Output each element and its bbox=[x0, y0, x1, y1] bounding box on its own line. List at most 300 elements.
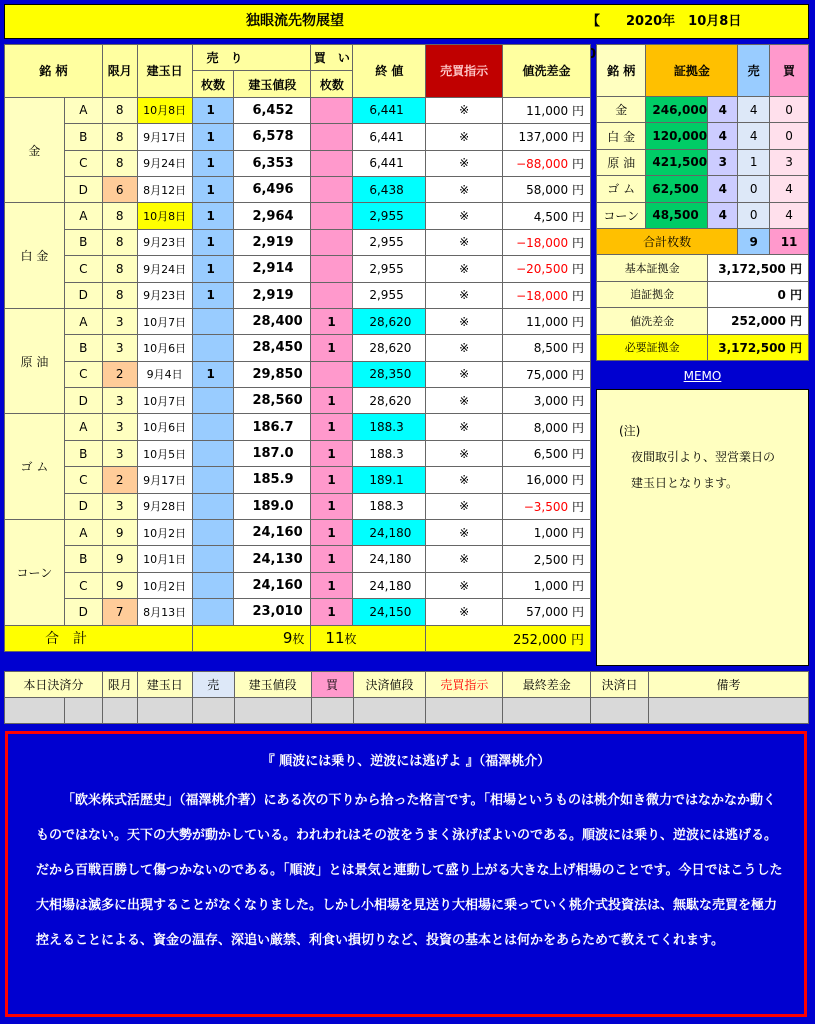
close-price: 28,620 bbox=[353, 308, 426, 334]
contract-month: 8 bbox=[102, 97, 137, 123]
side-total-row bbox=[597, 228, 809, 254]
open-date: 9月17日 bbox=[137, 124, 192, 150]
diff-value: 137,000 bbox=[518, 130, 569, 145]
open-date: 9月4日 bbox=[137, 361, 192, 387]
margin-amount: 48,500 bbox=[646, 202, 708, 228]
open-date: 8月12日 bbox=[137, 176, 192, 202]
contract-month: 6 bbox=[102, 176, 137, 202]
valuation-diff bbox=[503, 176, 591, 202]
open-price: 2,964 bbox=[234, 203, 311, 229]
margin-count: 4 bbox=[708, 176, 738, 202]
contract-month: 8 bbox=[102, 150, 137, 176]
kihon-value bbox=[708, 255, 809, 281]
nearai-amount: 252,000 bbox=[731, 314, 786, 329]
commodity-name: コーン bbox=[5, 520, 65, 626]
hitsuyo-row bbox=[597, 334, 809, 360]
sub-code: B bbox=[64, 124, 102, 150]
open-date: 8月13日 bbox=[137, 599, 192, 625]
sub-code: B bbox=[64, 335, 102, 361]
settlement-col-header: 決済日 bbox=[591, 672, 649, 698]
title-bar bbox=[4, 4, 809, 39]
margin-sell: 0 bbox=[738, 202, 770, 228]
settle-cell[interactable] bbox=[234, 698, 311, 724]
total-sell-unit: 枚 bbox=[292, 632, 305, 647]
open-date: 9月23日 bbox=[137, 282, 192, 308]
settle-cell[interactable] bbox=[426, 698, 503, 724]
hdr-gengetsu: 限月 bbox=[102, 45, 137, 98]
open-date: 9月24日 bbox=[137, 256, 192, 282]
sub-code: D bbox=[64, 176, 102, 202]
tsui-row bbox=[597, 281, 809, 307]
contract-month: 2 bbox=[102, 361, 137, 387]
settle-cell[interactable] bbox=[102, 698, 137, 724]
settlement-col-header: 建玉日 bbox=[137, 672, 192, 698]
hdr-meigara: 銘 柄 bbox=[5, 45, 103, 98]
buy-count: 1 bbox=[311, 546, 353, 572]
tsui-amount: 0 bbox=[777, 287, 786, 302]
memo-box bbox=[596, 389, 809, 666]
margin-table bbox=[596, 44, 809, 361]
margin-row bbox=[597, 149, 809, 175]
contract-month: 7 bbox=[102, 599, 137, 625]
commodity-name: 原 油 bbox=[5, 308, 65, 414]
hitsuyo-yen: 円 bbox=[789, 340, 802, 355]
settle-cell[interactable] bbox=[5, 698, 65, 724]
margin-sell: 4 bbox=[738, 123, 770, 149]
settle-cell[interactable] bbox=[64, 698, 102, 724]
sell-count bbox=[192, 572, 234, 598]
open-price: 28,450 bbox=[234, 335, 311, 361]
order-mark: ※ bbox=[426, 520, 503, 546]
side-hdr-buy: 買 bbox=[770, 45, 809, 97]
hdr-tateday: 建玉日 bbox=[137, 45, 192, 98]
diff-value: −18,000 bbox=[516, 235, 569, 250]
memo-line-2: 夜間取引より、翌営業日の bbox=[631, 450, 776, 464]
close-price: 24,150 bbox=[353, 599, 426, 625]
settlement-input-row bbox=[5, 698, 809, 724]
close-price: 6,441 bbox=[353, 150, 426, 176]
sell-count: 1 bbox=[192, 361, 234, 387]
buy-count: 1 bbox=[311, 572, 353, 598]
sell-count: 1 bbox=[192, 203, 234, 229]
diff-yen: 円 bbox=[571, 235, 584, 250]
sell-count bbox=[192, 520, 234, 546]
diff-value: 2,500 bbox=[533, 552, 569, 567]
nearai-value bbox=[708, 308, 809, 334]
margin-amount: 421,500 bbox=[646, 149, 708, 175]
close-price: 188.3 bbox=[353, 440, 426, 466]
order-mark: ※ bbox=[426, 308, 503, 334]
positions-table bbox=[4, 44, 591, 652]
close-price: 28,620 bbox=[353, 335, 426, 361]
valuation-diff bbox=[503, 229, 591, 255]
position-row bbox=[5, 176, 591, 202]
margin-sell: 1 bbox=[738, 149, 770, 175]
position-row bbox=[5, 572, 591, 598]
contract-month: 8 bbox=[102, 229, 137, 255]
margin-row bbox=[597, 202, 809, 228]
total-label: 合 計 bbox=[5, 625, 193, 651]
margin-count: 3 bbox=[708, 149, 738, 175]
diff-value: 6,500 bbox=[533, 447, 569, 462]
sub-code: A bbox=[64, 414, 102, 440]
sub-code: C bbox=[64, 150, 102, 176]
open-price: 185.9 bbox=[234, 467, 311, 493]
sell-count bbox=[192, 546, 234, 572]
sell-count bbox=[192, 388, 234, 414]
settlement-col-header: 売買指示 bbox=[426, 672, 503, 698]
open-price: 23,010 bbox=[234, 599, 311, 625]
margin-sell: 0 bbox=[738, 176, 770, 202]
sub-code: D bbox=[64, 599, 102, 625]
page-title: 独眼流先物展望 bbox=[246, 13, 344, 29]
close-price: 2,955 bbox=[353, 229, 426, 255]
open-price: 24,160 bbox=[234, 520, 311, 546]
open-date: 10月5日 bbox=[137, 440, 192, 466]
buy-count bbox=[311, 229, 353, 255]
diff-value: 11,000 bbox=[526, 315, 569, 330]
memo-line-1: (注) bbox=[619, 424, 641, 438]
sell-count: 1 bbox=[192, 229, 234, 255]
open-price: 6,496 bbox=[234, 176, 311, 202]
sub-code: C bbox=[64, 467, 102, 493]
sell-count bbox=[192, 467, 234, 493]
open-date: 9月28日 bbox=[137, 493, 192, 519]
order-mark: ※ bbox=[426, 282, 503, 308]
buy-count: 1 bbox=[311, 308, 353, 334]
nearai-row bbox=[597, 308, 809, 334]
position-row bbox=[5, 493, 591, 519]
diff-yen: 円 bbox=[571, 499, 584, 514]
position-row bbox=[5, 440, 591, 466]
sub-code: A bbox=[64, 520, 102, 546]
position-row bbox=[5, 335, 591, 361]
diff-yen: 円 bbox=[571, 341, 584, 356]
margin-buy: 3 bbox=[770, 149, 809, 175]
diff-value: −3,500 bbox=[523, 499, 569, 514]
settle-cell[interactable] bbox=[137, 698, 192, 724]
settle-cell[interactable] bbox=[649, 698, 809, 724]
total-buy bbox=[311, 625, 426, 651]
open-date: 10月7日 bbox=[137, 308, 192, 334]
sub-code: C bbox=[64, 256, 102, 282]
open-price: 6,452 bbox=[234, 97, 311, 123]
diff-yen: 円 bbox=[571, 156, 584, 171]
margin-buy: 4 bbox=[770, 202, 809, 228]
open-price: 24,160 bbox=[234, 572, 311, 598]
sub-code: C bbox=[64, 361, 102, 387]
tsui-value bbox=[708, 281, 809, 307]
hitsuyo-label: 必要証拠金 bbox=[597, 334, 708, 360]
margin-amount: 246,000 bbox=[646, 97, 708, 123]
diff-value: −18,000 bbox=[516, 288, 569, 303]
close-price: 189.1 bbox=[353, 467, 426, 493]
total-sell bbox=[192, 625, 311, 651]
open-price: 28,560 bbox=[234, 388, 311, 414]
sub-code: B bbox=[64, 440, 102, 466]
hdr-sell: 売 り bbox=[192, 45, 311, 71]
close-price: 188.3 bbox=[353, 414, 426, 440]
contract-month: 2 bbox=[102, 467, 137, 493]
settle-cell[interactable] bbox=[311, 698, 353, 724]
settle-cell[interactable] bbox=[503, 698, 591, 724]
buy-count bbox=[311, 150, 353, 176]
positions-body bbox=[5, 97, 591, 625]
settlement-col-header: 本日決済分 bbox=[5, 672, 103, 698]
sell-count bbox=[192, 493, 234, 519]
diff-value: 1,000 bbox=[533, 526, 569, 541]
settlement-header bbox=[5, 672, 809, 698]
settle-cell[interactable] bbox=[353, 698, 426, 724]
contract-month: 3 bbox=[102, 308, 137, 334]
quote-title: 『 順波には乗り、逆波には逃げよ 』（福澤桃介） bbox=[261, 754, 551, 769]
diff-value: 8,000 bbox=[533, 420, 569, 435]
diff-yen: 円 bbox=[571, 183, 584, 198]
order-mark: ※ bbox=[426, 440, 503, 466]
diff-yen: 円 bbox=[571, 394, 584, 409]
nearai-label: 値洗差金 bbox=[597, 308, 708, 334]
position-row bbox=[5, 546, 591, 572]
diff-value: −88,000 bbox=[516, 156, 569, 171]
margin-row bbox=[597, 123, 809, 149]
margin-buy: 0 bbox=[770, 123, 809, 149]
hdr-close: 終 値 bbox=[353, 45, 426, 98]
buy-count: 1 bbox=[311, 388, 353, 414]
memo-line-3: 建玉日となります。 bbox=[631, 476, 739, 490]
order-mark: ※ bbox=[426, 493, 503, 519]
contract-month: 3 bbox=[102, 493, 137, 519]
header-row-1 bbox=[5, 45, 591, 71]
kihon-label: 基本証拠金 bbox=[597, 255, 708, 281]
contract-month: 3 bbox=[102, 414, 137, 440]
valuation-diff bbox=[503, 467, 591, 493]
sub-code: D bbox=[64, 282, 102, 308]
close-price: 6,438 bbox=[353, 176, 426, 202]
sell-count: 1 bbox=[192, 256, 234, 282]
buy-count: 1 bbox=[311, 520, 353, 546]
hitsuyo-value bbox=[708, 334, 809, 360]
diff-yen: 円 bbox=[571, 526, 584, 541]
valuation-diff bbox=[503, 282, 591, 308]
open-date: 10月6日 bbox=[137, 414, 192, 440]
buy-count bbox=[311, 97, 353, 123]
position-row bbox=[5, 599, 591, 625]
margin-name: 白 金 bbox=[597, 123, 646, 149]
order-mark: ※ bbox=[426, 361, 503, 387]
diff-value: 57,000 bbox=[526, 605, 569, 620]
side-hdr-meigara: 銘 柄 bbox=[597, 45, 646, 97]
valuation-diff bbox=[503, 361, 591, 387]
buy-count: 1 bbox=[311, 335, 353, 361]
sell-count: 1 bbox=[192, 176, 234, 202]
buy-count bbox=[311, 256, 353, 282]
buy-count: 1 bbox=[311, 467, 353, 493]
sell-count bbox=[192, 599, 234, 625]
valuation-diff bbox=[503, 308, 591, 334]
contract-month: 8 bbox=[102, 203, 137, 229]
diff-value: 75,000 bbox=[526, 367, 569, 382]
valuation-diff bbox=[503, 203, 591, 229]
order-mark: ※ bbox=[426, 599, 503, 625]
diff-yen: 円 bbox=[571, 262, 584, 277]
margin-amount: 62,500 bbox=[646, 176, 708, 202]
valuation-diff bbox=[503, 546, 591, 572]
diff-yen: 円 bbox=[571, 579, 584, 593]
sub-code: A bbox=[64, 203, 102, 229]
buy-count bbox=[311, 176, 353, 202]
sub-code: D bbox=[64, 493, 102, 519]
position-row bbox=[5, 229, 591, 255]
valuation-diff bbox=[503, 414, 591, 440]
position-row bbox=[5, 150, 591, 176]
total-diff-yen: 円 bbox=[570, 632, 584, 648]
tsui-yen: 円 bbox=[789, 287, 802, 302]
valuation-diff bbox=[503, 388, 591, 414]
open-date: 9月17日 bbox=[137, 467, 192, 493]
total-sell-value: 9 bbox=[282, 629, 293, 648]
diff-value: 58,000 bbox=[526, 183, 569, 198]
sell-count bbox=[192, 308, 234, 334]
margin-buy: 4 bbox=[770, 176, 809, 202]
settlement-col-header: 最終差金 bbox=[503, 672, 591, 698]
open-date: 10月1日 bbox=[137, 546, 192, 572]
total-diff-value: 252,000 bbox=[513, 632, 567, 648]
kihon-row bbox=[597, 255, 809, 281]
margin-name: 原 油 bbox=[597, 149, 646, 175]
position-row bbox=[5, 97, 591, 123]
hdr-sell-count: 枚数 bbox=[192, 71, 234, 97]
open-date: 10月8日 bbox=[137, 97, 192, 123]
sell-count: 1 bbox=[192, 282, 234, 308]
side-hdr-sell: 売 bbox=[738, 45, 770, 97]
sell-count bbox=[192, 440, 234, 466]
margin-count: 4 bbox=[708, 97, 738, 123]
close-price: 28,350 bbox=[353, 361, 426, 387]
sell-count bbox=[192, 414, 234, 440]
total-buy-value: 11 bbox=[325, 629, 345, 648]
open-date: 10月8日 bbox=[137, 203, 192, 229]
open-price: 24,130 bbox=[234, 546, 311, 572]
margin-name: 金 bbox=[597, 97, 646, 123]
diff-yen: 円 bbox=[571, 130, 584, 145]
close-price: 28,620 bbox=[353, 388, 426, 414]
close-price: 24,180 bbox=[353, 546, 426, 572]
diff-yen: 円 bbox=[571, 605, 584, 620]
open-price: 186.7 bbox=[234, 414, 311, 440]
open-date: 9月24日 bbox=[137, 150, 192, 176]
diff-yen: 円 bbox=[571, 420, 584, 435]
open-price: 2,919 bbox=[234, 229, 311, 255]
settlement-col-header: 売 bbox=[192, 672, 234, 698]
position-row bbox=[5, 308, 591, 334]
order-mark: ※ bbox=[426, 150, 503, 176]
open-price: 6,578 bbox=[234, 124, 311, 150]
open-price: 187.0 bbox=[234, 440, 311, 466]
margin-sell: 4 bbox=[738, 97, 770, 123]
contract-month: 3 bbox=[102, 335, 137, 361]
total-diff bbox=[426, 625, 591, 651]
buy-count: 1 bbox=[311, 440, 353, 466]
diff-yen: 円 bbox=[571, 288, 584, 303]
open-date: 10月6日 bbox=[137, 335, 192, 361]
side-hdr-shoko: 証拠金 bbox=[646, 45, 738, 97]
diff-value: 16,000 bbox=[526, 473, 569, 488]
hitsuyo-amount: 3,172,500 bbox=[718, 340, 786, 355]
diff-yen: 円 bbox=[571, 315, 584, 330]
nearai-yen: 円 bbox=[789, 314, 802, 329]
margin-count: 4 bbox=[708, 123, 738, 149]
sell-count: 1 bbox=[192, 124, 234, 150]
margin-name: ゴ ム bbox=[597, 176, 646, 202]
order-mark: ※ bbox=[426, 256, 503, 282]
valuation-diff bbox=[503, 97, 591, 123]
quote-body: 「欧米株式活歴史」（福澤桃介著）にある次の下りから拾った格言です。「相場というものは桃介如き微力ではなかなか動くものではない。天下の大勢が動かしている。われわれはその波をうまく泳げばよいのである。順波には乗り、逆波には逃げる。だから百戦百勝して傷つかないのである。「順波」とは景気と連動して盛り上がる大きな上げ相場のことです。今日ではこうした大相場は滅多に出現することがなくなりました。しかし小相場を見送り大相場に乗っていく桃介式投資法は、無駄な売買を極力控えることによる、資金の温存、深追い厳禁、利食い損切りなど、投資の基本とは何かをあらためて教えてくれます。 bbox=[36, 793, 783, 948]
commodity-name: ゴ ム bbox=[5, 414, 65, 520]
order-mark: ※ bbox=[426, 388, 503, 414]
sub-code: A bbox=[64, 308, 102, 334]
diff-yen: 円 bbox=[571, 552, 584, 567]
settlement-table bbox=[4, 671, 809, 724]
position-row bbox=[5, 203, 591, 229]
margin-count: 4 bbox=[708, 202, 738, 228]
contract-month: 9 bbox=[102, 520, 137, 546]
order-mark: ※ bbox=[426, 414, 503, 440]
settle-cell[interactable] bbox=[591, 698, 649, 724]
open-date: 9月23日 bbox=[137, 229, 192, 255]
buy-count bbox=[311, 282, 353, 308]
order-mark: ※ bbox=[426, 124, 503, 150]
order-mark: ※ bbox=[426, 572, 503, 598]
order-mark: ※ bbox=[426, 546, 503, 572]
kihon-yen: 円 bbox=[789, 261, 802, 276]
open-date: 10月2日 bbox=[137, 520, 192, 546]
diff-yen: 円 bbox=[571, 367, 584, 382]
position-row bbox=[5, 520, 591, 546]
settlement-col-header: 買 bbox=[311, 672, 353, 698]
side-body bbox=[597, 97, 809, 229]
contract-month: 9 bbox=[102, 546, 137, 572]
margin-amount: 120,000 bbox=[646, 123, 708, 149]
open-price: 2,919 bbox=[234, 282, 311, 308]
position-row bbox=[5, 414, 591, 440]
sub-code: B bbox=[64, 546, 102, 572]
settle-cell[interactable] bbox=[192, 698, 234, 724]
open-date: 10月2日 bbox=[137, 572, 192, 598]
diff-value: 4,500 bbox=[533, 209, 569, 224]
side-total-buy: 11 bbox=[770, 228, 809, 254]
position-row bbox=[5, 388, 591, 414]
diff-yen: 円 bbox=[571, 103, 584, 118]
close-price: 6,441 bbox=[353, 124, 426, 150]
diff-value: 1,000 bbox=[533, 579, 569, 593]
open-date: 10月7日 bbox=[137, 388, 192, 414]
order-mark: ※ bbox=[426, 229, 503, 255]
total-row bbox=[5, 625, 591, 651]
open-price: 6,353 bbox=[234, 150, 311, 176]
close-price: 2,955 bbox=[353, 282, 426, 308]
kihon-amount: 3,172,500 bbox=[718, 261, 786, 276]
buy-count: 1 bbox=[311, 493, 353, 519]
close-price: 6,441 bbox=[353, 97, 426, 123]
margin-row bbox=[597, 97, 809, 123]
contract-month: 3 bbox=[102, 388, 137, 414]
order-mark: ※ bbox=[426, 176, 503, 202]
memo-link[interactable]: MEMO bbox=[683, 369, 722, 383]
side-total-label: 合計枚数 bbox=[597, 228, 738, 254]
tsui-label: 追証拠金 bbox=[597, 281, 708, 307]
buy-count bbox=[311, 124, 353, 150]
order-mark: ※ bbox=[426, 97, 503, 123]
